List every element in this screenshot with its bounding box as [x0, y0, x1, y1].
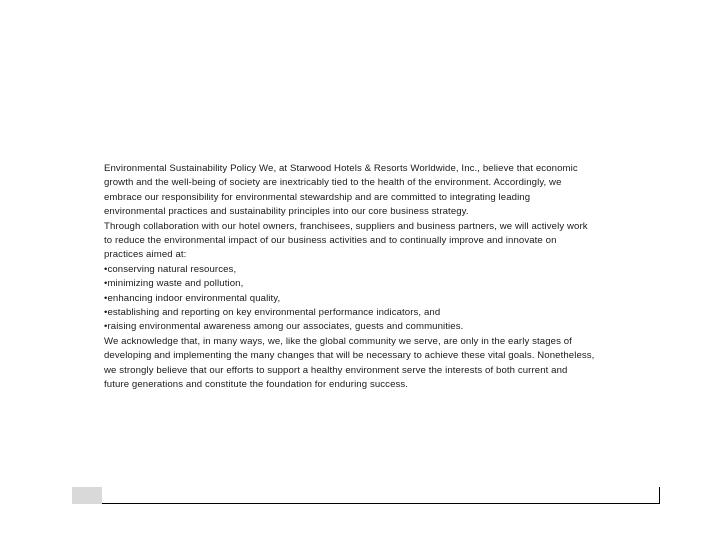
- footer-gray-block: [72, 487, 102, 504]
- policy-line: we strongly believe that our efforts to support a healthy environment serve the interests of both current and: [104, 364, 568, 376]
- policy-line: developing and implementing the many changes that will be necessary to achieve these vital goals. Nonetheless,: [104, 350, 595, 362]
- policy-text-block: [104, 162, 660, 393]
- policy-line: Through collaboration with our hotel owners, franchisees, suppliers and business partners, we will actively work: [104, 220, 588, 232]
- policy-line: future generations and constitute the foundation for enduring success.: [104, 379, 409, 391]
- bullet-item: •raising environmental awareness among our associates, guests and communities.: [104, 321, 464, 333]
- policy-line: embrace our responsibility for environmental stewardship and are committed to integrating leading: [104, 191, 531, 203]
- policy-line: Environmental Sustainability Policy We, at Starwood Hotels & Resorts Worldwide, Inc., believe that economic: [104, 163, 578, 174]
- policy-line: to reduce the environmental impact of our business activities and to continually improve and innovate on: [104, 235, 557, 247]
- bullet-item: •enhancing indoor environmental quality,: [104, 292, 281, 304]
- policy-line: practices aimed at:: [104, 249, 187, 261]
- policy-line: growth and the well-being of society are inextricably tied to the health of the environment. Accordingly, we: [104, 177, 562, 189]
- bullet-item: •establishing and reporting on key environmental performance indicators, and: [104, 307, 441, 319]
- policy-line: environmental practices and sustainability principles into our core business strategy.: [104, 206, 469, 218]
- bullet-item: •minimizing waste and pollution,: [104, 278, 244, 290]
- bullet-item: •conserving natural resources,: [104, 263, 237, 275]
- policy-line: We acknowledge that, in many ways, we, like the global community we serve, are only in the early stages of: [104, 335, 572, 347]
- footer-divider: [102, 503, 660, 504]
- footer-divider-end: [659, 487, 660, 504]
